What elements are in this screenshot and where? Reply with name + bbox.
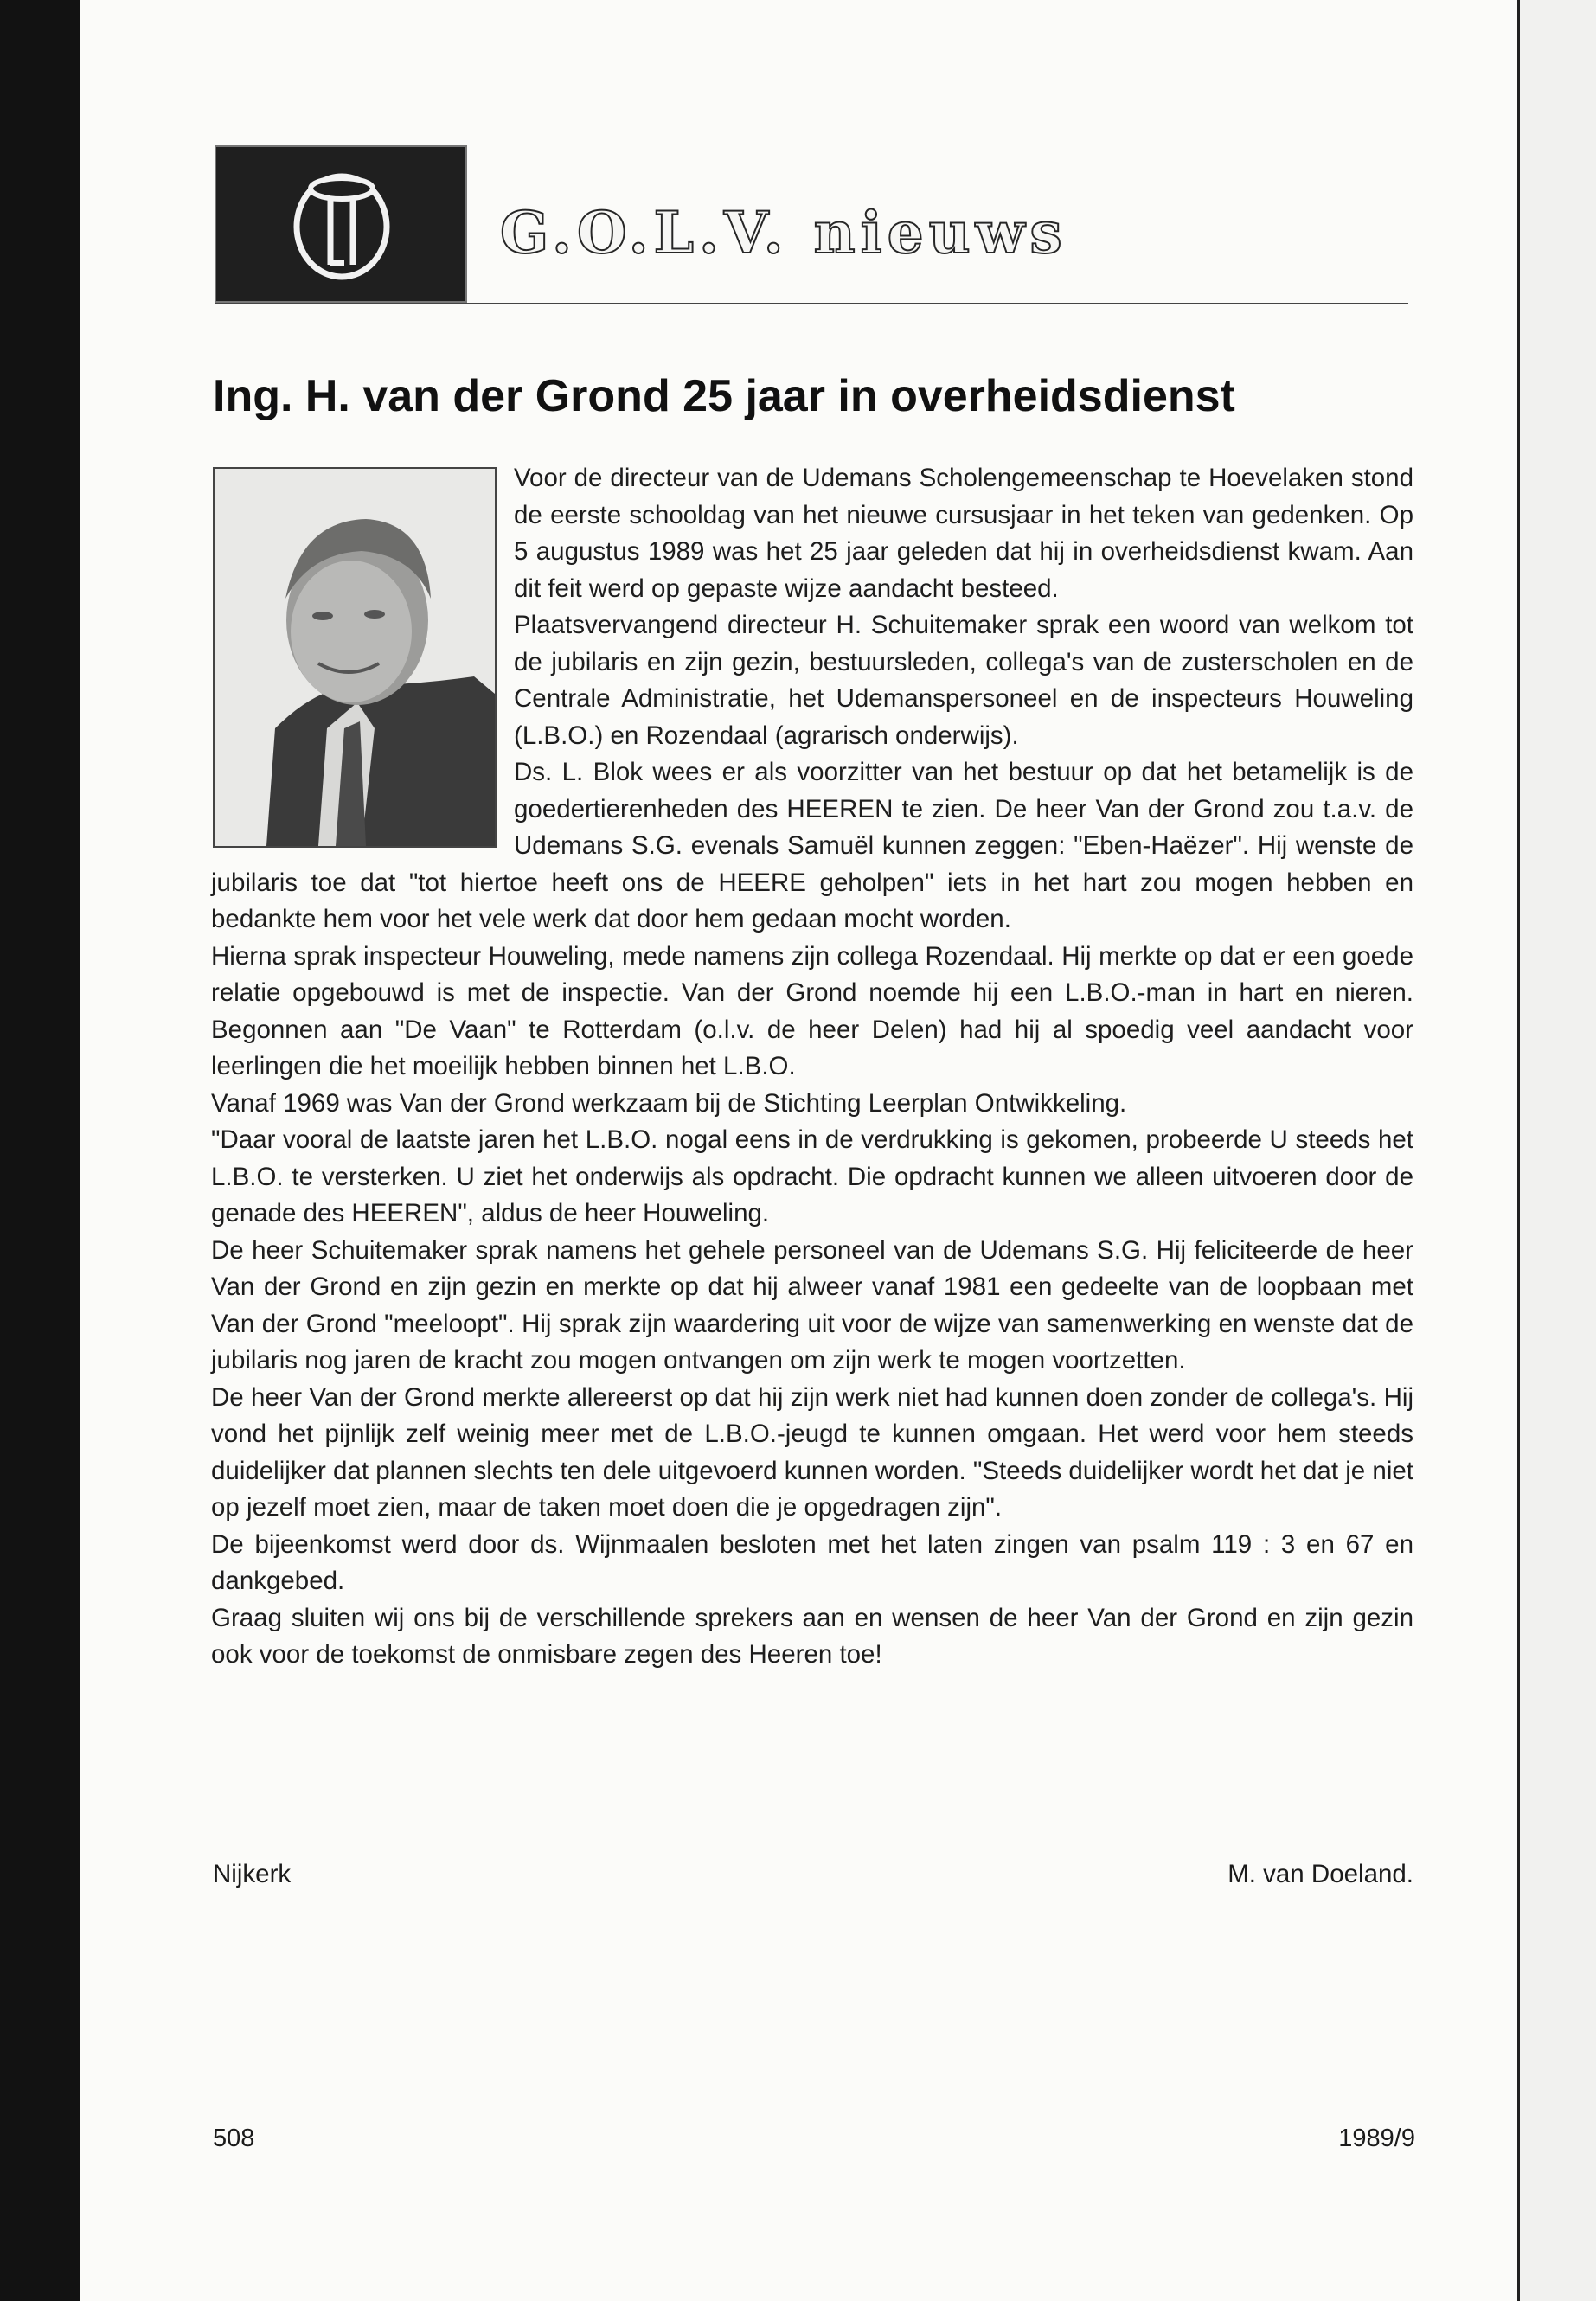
article-paragraph: "Daar vooral de laatste jaren het L.B.O. nogal eens in de verdrukking is gekomen, probeerde U steeds het L.B.O. te versterken. U ziet het onderwijs als opdracht. Die opdracht kunnen we alleen uitvoeren door de genade des HEEREN", aldus de heer Houweling. xyxy=(211,1125,1413,1227)
place-name: Nijkerk xyxy=(213,1860,292,1888)
issue-number: 1989/9 xyxy=(1338,2125,1415,2152)
article-paragraph: Ds. L. Blok wees er als voorzitter van het bestuur op dat het betamelijk is de goedertierenheden des HEEREN te zien. De heer Van der Grond zou t.a.v. de Udemans S.G. evenals Samuël kunnen zeggen: "Eben-Haëzer". Hij wenste de jubilaris toe dat "tot hiertoe heeft ons de HEERE geholpen" iets in het hart zou mogen hebben en bedankte hem voor het vele werk dat door hem gedaan mocht worden. xyxy=(211,758,1413,933)
article-paragraph: Hierna sprak inspecteur Houweling, mede namens zijn collega Rozendaal. Hij merkte op dat er een goede relatie opgebouwd is met de inspectie. Van der Grond noemde hij een L.B.O.-man in hart en nieren. Begonnen aan "De Vaan" te Rotterdam (o.l.v. de heer Delen) had hij al spoedig veel aandacht voor leerlingen die het moeilijk hebben binnen het L.B.O. xyxy=(211,941,1413,1080)
scan-right-edge xyxy=(1517,0,1596,2301)
article-paragraph: Voor de directeur van de Udemans Scholengemeenschap te Hoevelaken stond de eerste schooldag van het nieuwe cursusjaar in het teken van gedenken. Op 5 augustus 1989 was het 25 jaar geleden dat hij in overheidsdienst kwam. Aan dit feit werd op gepaste wijze aandacht besteed. xyxy=(514,464,1413,603)
logo-emblem-icon xyxy=(285,163,398,284)
article-paragraph: Vanaf 1969 was Van der Grond werkzaam bij de Stichting Leerplan Ontwikkeling. xyxy=(211,1088,1127,1118)
article-body xyxy=(211,460,1413,1674)
article-paragraph: De heer Schuitemaker sprak namens het gehele personeel van de Udemans S.G. Hij feliciteerde de heer Van der Grond en zijn gezin en merkte op dat hij alweer vanaf 1981 een gedeelte van de loopbaan met Van der Grond "meeloopt". Hij sprak zijn waardering uit voor de wijze van samenwerking en wenste dat de jubilaris nog jaren de kracht zou mogen ontvangen om zijn werk te mogen voortzetten. xyxy=(211,1235,1413,1375)
article-paragraph: De bijeenkomst werd door ds. Wijnmaalen besloten met het laten zingen van psalm 119 : 3 en 67 en dankgebed. xyxy=(211,1529,1413,1595)
page-number: 508 xyxy=(213,2125,255,2152)
masthead-divider xyxy=(215,303,1408,304)
article-paragraph: Graag sluiten wij ons bij de verschillende sprekers aan en wensen de heer Van der Grond en zijn gezin ook voor de toekomst de onmisbare zegen des Heeren toe! xyxy=(211,1603,1413,1669)
author-name: M. van Doeland. xyxy=(1227,1860,1413,1888)
scan-left-edge xyxy=(0,0,80,2301)
golv-logo xyxy=(215,145,467,303)
article-paragraph: Plaatsvervangend directeur H. Schuitemaker sprak een woord van welkom tot de jubilaris en zijn gezin, bestuursleden, collega's van de zusterscholen en de Centrale Administratie, het Udemanspersoneel en de inspecteurs Houweling (L.B.O.) en Rozendaal (agrarisch onderwijs). xyxy=(514,611,1413,750)
article-headline: Ing. H. van der Grond 25 jaar in overheidsdienst xyxy=(213,371,1235,421)
publication-title: G.O.L.V. nieuws xyxy=(500,199,1067,266)
article-paragraph: De heer Van der Grond merkte allereerst op dat hij zijn werk niet had kunnen doen zonder de collega's. Hij vond het pijnlijk zelf weinig meer met de L.B.O.-jeugd te kunnen omgaan. Het werd voor hem steeds duidelijker dat plannen slechts ten dele uitgevoerd kunnen worden. "Steeds duidelijker wordt het dat je niet op jezelf moet zien, maar de taken moet doen die je opgedragen zijn". xyxy=(211,1382,1413,1522)
masthead xyxy=(215,145,1408,304)
photo-spacer xyxy=(211,460,514,855)
